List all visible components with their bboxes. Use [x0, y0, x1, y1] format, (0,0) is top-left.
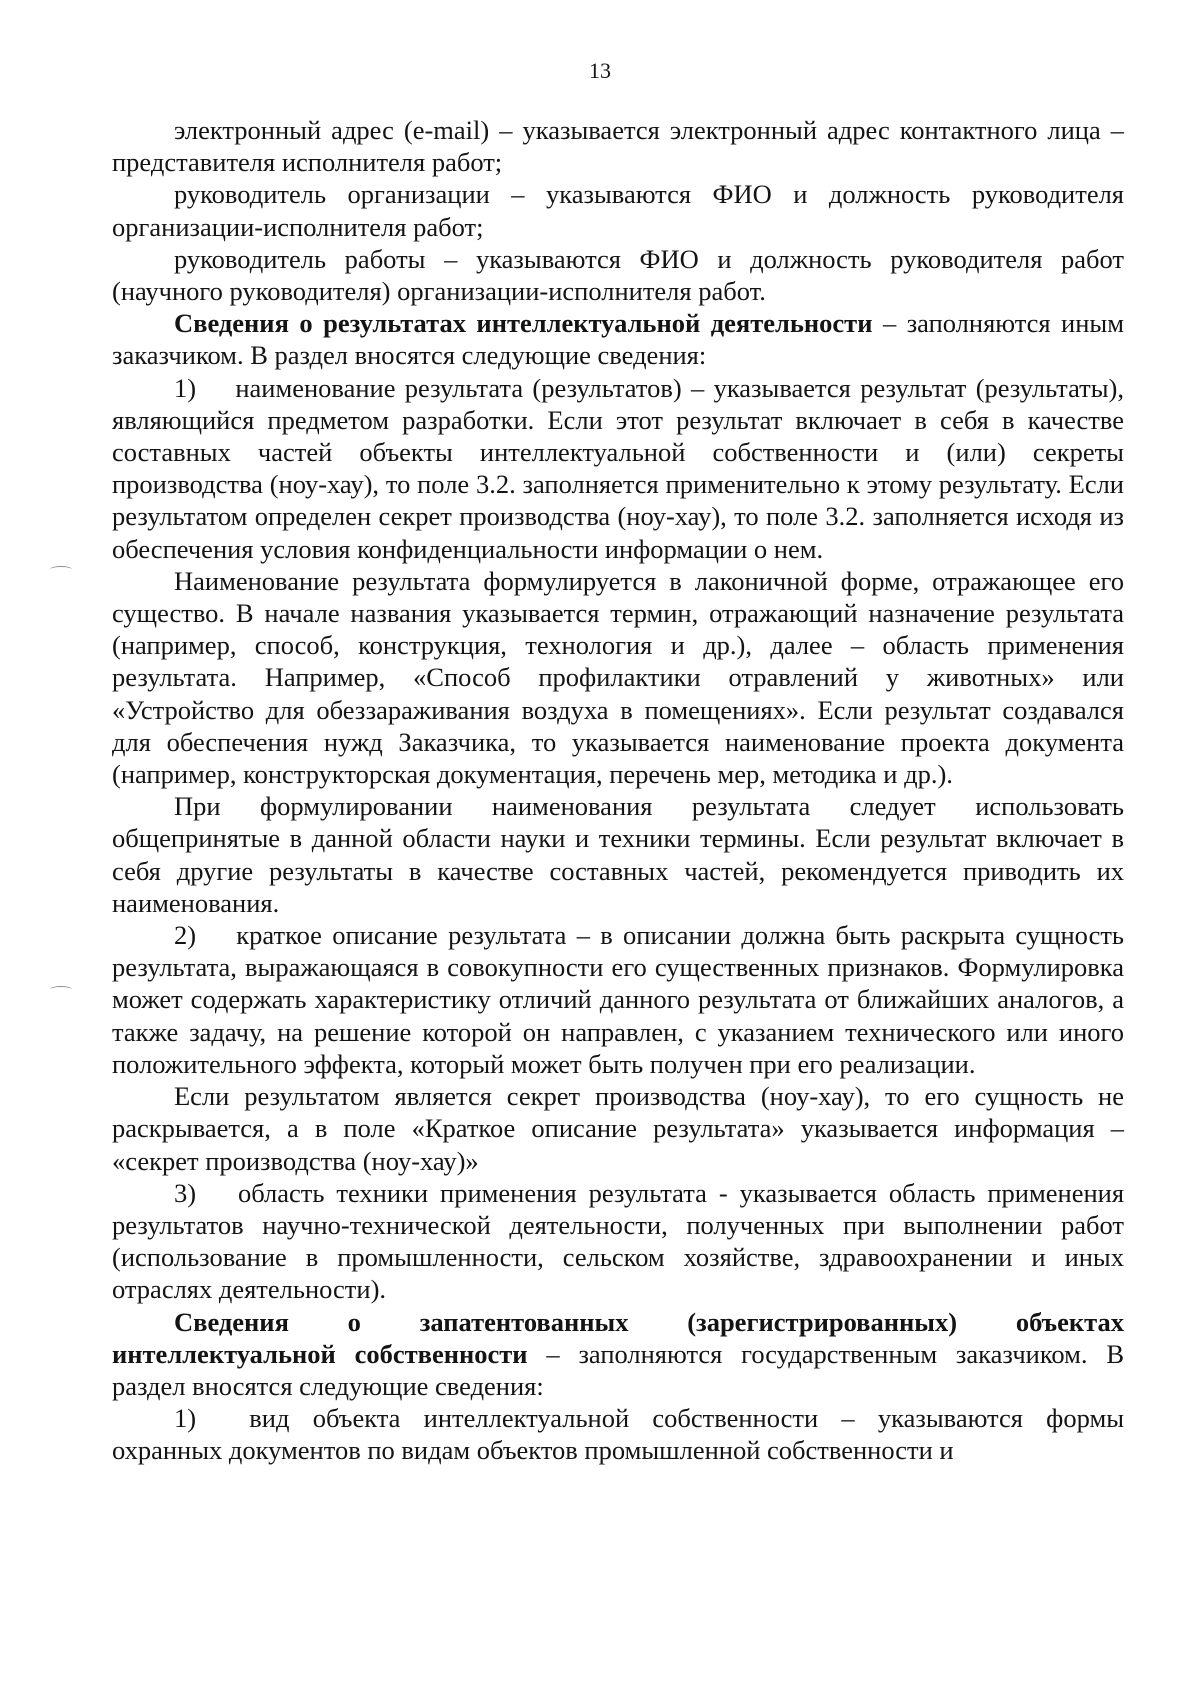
list-item-3 — [112, 1177, 1124, 1306]
paragraph-patented-heading — [112, 1306, 1124, 1403]
list-number: 1) — [174, 372, 197, 403]
page-number: 13 — [589, 58, 611, 83]
paragraph-text: – заполняются иным заказчиком. В раздел вносятся следующие сведения: — [112, 308, 1124, 371]
document-body — [112, 114, 1124, 1467]
margin-mark — [50, 986, 72, 993]
list-number: 1) — [174, 1403, 197, 1434]
paragraph-know-how: Если результатом является секрет производства (ноу-хау), то его сущность не раскрывается, а в поле «Краткое описание результата» указывается информация – «секрет производства (ноу-хау)» — [112, 1081, 1124, 1176]
paragraph-email: электронный адрес (e-mail) – указывается электронный адрес контактного лица – представителя исполнителя работ; — [112, 115, 1124, 178]
list-text: вид объекта интеллектуальной собственности – указываются формы охранных документов по видам объектов промышленной собственности и — [112, 1403, 1125, 1466]
list-item-1b — [112, 1402, 1124, 1466]
list-number: 2) — [174, 920, 197, 951]
paragraph-work-head: руководитель работы – указываются ФИО и должность руководителя работ (научного руководителя) организации-исполнителя работ. — [112, 243, 1124, 307]
paragraph-text: – заполняются государственным заказчиком. В раздел вносятся следующие сведения: — [112, 1338, 1124, 1401]
paragraph-ip-results-heading — [112, 307, 1124, 371]
list-number: 3) — [174, 1177, 197, 1208]
paragraph-naming: Наименование результата формулируется в лаконичной форме, отражающее его существо. В начале названия указывается термин, отражающий назначение результата (например, способ, конструкция, технология и др.), далее – область применения результата. Например, «Способ профилактики отравлений у животных» или «Устройство для обеззараживания воздуха в помещениях». Если результат создавался для обеспечения нужд Заказчика, то указывается наименование проекта документа (например, конструкторская документация, перечень мер, методика и др.). — [112, 565, 1124, 790]
section-heading: Сведения о запатентованных (зарегистрированных) объектах интеллектуальной собственности — [112, 1306, 1124, 1369]
list-text: область техники применения результата - указывается область применения результатов научно-технической деятельности, полученных при выполнении работ (использование в промышленности, сельском хозяйстве, здравоохранении и иных отраслях деятельности). — [112, 1177, 1125, 1305]
margin-mark — [50, 566, 72, 573]
list-text: наименование результата (результатов) – указывается результат (результаты), являющийся предметом разработки. Если этот результат включает в себя в качестве составных частей объекты интеллектуальной собственности и (или) секреты производства (ноу-хау), то поле 3.2. заполняется применительно к этому результату. Если результатом определен секрет производства (ноу-хау), то поле 3.2. заполняется исходя из обеспечения условия конфиденциальности информации о нем. — [112, 372, 1124, 564]
list-item-1 — [112, 372, 1124, 565]
paragraph-terms: При формулировании наименования результата следует использовать общепринятые в данной области науки и техники термины. Если результат включает в себя другие результаты в качестве составных частей, рекомендуется приводить их наименования. — [112, 791, 1124, 918]
list-item-2 — [112, 919, 1124, 1080]
paragraph-org-head: руководитель организации – указываются ФИО и должность руководителя организации-исполнителя работ; — [112, 179, 1124, 242]
list-text: краткое описание результата – в описании должна быть раскрыта сущность результата, выражающаяся в совокупности его существенных признаков. Формулировка может содержать характеристику отличий данного результата от ближайших аналогов, а также задачу, на решение которой он направлен, с указанием технического или иного положительного эффекта, который может быть получен при его реализации. — [112, 920, 1124, 1079]
section-heading: Сведения о результатах интеллектуальной деятельности — [174, 308, 873, 339]
